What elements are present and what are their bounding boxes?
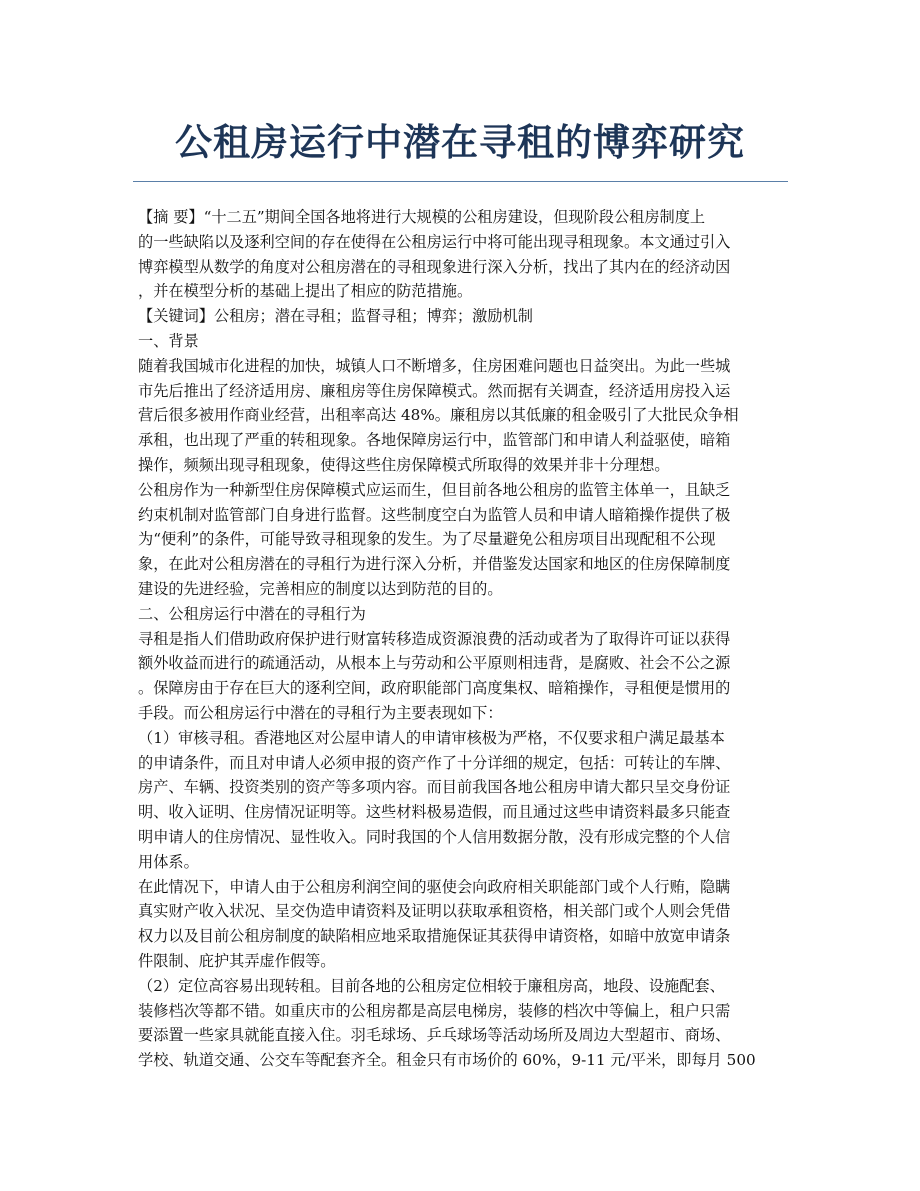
body-line: 承租，也出现了严重的转租现象。各地保障房运行中，监管部门和申请人利益驱使，暗箱 [138, 431, 731, 450]
body-line: 的一些缺陷以及逐利空间的存在使得在公租房运行中将可能出现寻租现象。本文通过引入 [138, 232, 731, 251]
title-divider [133, 181, 788, 182]
body-line: 市先后推出了经济适用房、廉租房等住房保障模式。然而据有关调查，经济适用房投入运 [138, 381, 731, 400]
body-line: 学校、轨道交通、公交车等配套齐全。租金只有市场价的 60%，9-11 元/平米，即每月 500 [138, 1051, 756, 1070]
body-line: 手段。而公租房运行中潜在的寻租行为主要表现如下： [138, 703, 503, 722]
body-line: 公租房作为一种新型住房保障模式应运而生，但目前各地公租房的监管主体单一，且缺乏 [138, 480, 731, 499]
body-line: 为“便利”的条件，可能导致寻租现象的发生。为了尽量避免公租房项目出现配租不公现 [138, 530, 716, 549]
body-line: 权力以及目前公租房制度的缺陷相应地采取措施保证其获得申请资格，如暗中放宽申请条 [138, 927, 731, 946]
body-line: 真实财产收入状况、呈交伪造申请资料及证明以获取承租资格，相关部门或个人则会凭借 [138, 902, 731, 921]
body-line: 明、收入证明、住房情况证明等。这些材料极易造假，而且通过这些申请资料最多只能查 [138, 803, 731, 822]
body-line: 房产、车辆、投资类别的资产等多项内容。而目前我国各地公租房申请大都只呈交身份证 [138, 778, 731, 797]
body-line: 操作，频频出现寻租现象，使得这些住房保障模式所取得的效果并非十分理想。 [138, 455, 670, 474]
body-line: 件限制、庇护其弄虚作假等。 [138, 951, 336, 970]
body-line: 明申请人的住房情况、显性收入。同时我国的个人信用数据分散，没有形成完整的个人信 [138, 827, 731, 846]
body-line: 的申请条件，而且对申请人必须申报的资产作了十分详细的规定，包括：可转让的车牌、 [138, 753, 731, 772]
body-line: 寻租是指人们借助政府保护进行财富转移造成资源浪费的活动或者为了取得许可证以获得 [138, 629, 731, 648]
body-line: 二、公租房运行中潜在的寻租行为 [138, 604, 366, 623]
document-body [138, 205, 798, 1073]
body-line: 随着我国城市化进程的加快，城镇人口不断增多，住房困难问题也日益突出。为此一些城 [138, 356, 731, 375]
body-line: 营后很多被用作商业经营，出租率高达 48%。廉租房以其低廉的租金吸引了大批民众争相 [138, 406, 739, 425]
document-title: 公租房运行中潜在寻租的博弈研究 [175, 121, 745, 164]
body-line: 【关键词】公租房；潜在寻租；监督寻租；博弈；激励机制 [138, 307, 533, 326]
body-line: （2）定位高容易出现转租。目前各地的公租房定位相较于廉租房高，地段、设施配套、 [138, 976, 725, 995]
body-line: 一、背景 [138, 331, 199, 350]
body-line: （1）审核寻租。香港地区对公屋申请人的申请审核极为严格，不仅要求租户满足最基本 [138, 728, 725, 747]
body-line: ，并在模型分析的基础上提出了相应的防范措施。 [138, 282, 473, 301]
body-line: 额外收益而进行的疏通活动，从根本上与劳动和公平原则相违背，是腐败、社会不公之源 [138, 654, 731, 673]
body-line: 象，在此对公租房潜在的寻租行为进行深入分析，并借鉴发达国家和地区的住房保障制度 [138, 555, 731, 574]
body-line: 要添置一些家具就能直接入住。羽毛球场、乒乓球场等活动场所及周边大型超市、商场、 [138, 1026, 731, 1045]
body-line: 。保障房由于存在巨大的逐利空间，政府职能部门高度集权、暗箱操作，寻租便是惯用的 [138, 679, 731, 698]
body-line: 博弈模型从数学的角度对公租房潜在的寻租现象进行深入分析，找出了其内在的经济动因 [138, 257, 731, 276]
body-line: 在此情况下，申请人由于公租房利润空间的驱使会向政府相关职能部门或个人行贿，隐瞒 [138, 877, 731, 896]
body-line: 【摘 要】“十二五”期间全国各地将进行大规模的公租房建设，但现阶段公租房制度上 [138, 208, 706, 226]
body-line: 约束机制对监管部门自身进行监督。这些制度空白为监管人员和申请人暗箱操作提供了极 [138, 505, 731, 524]
body-line: 用体系。 [138, 852, 199, 871]
body-line: 建设的先进经验，完善相应的制度以达到防范的目的。 [138, 579, 503, 598]
body-line: 装修档次等都不错。如重庆市的公租房都是高层电梯房，装修的档次中等偏上，租户只需 [138, 1001, 731, 1020]
